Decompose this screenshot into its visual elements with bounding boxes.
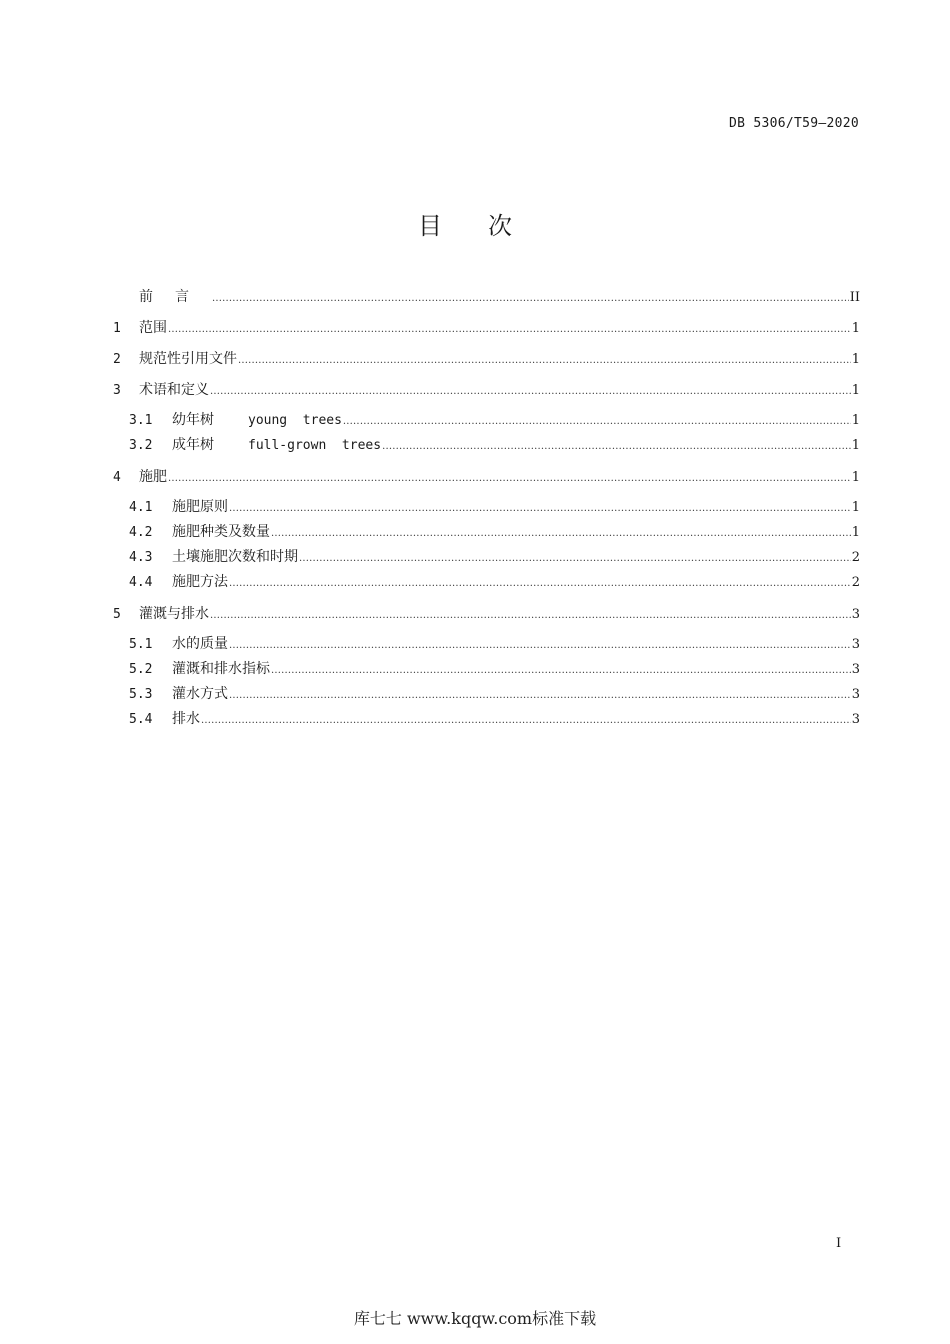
toc-leader-dots (238, 349, 851, 373)
toc-entry-number: 3.2 (129, 438, 153, 453)
toc-leader-dots (210, 604, 851, 628)
toc-entry-english-term: young trees (248, 413, 342, 428)
toc-entry-label: 前言 (139, 289, 211, 305)
toc-leader-dots (229, 571, 851, 596)
toc-entry-number: 5.1 (129, 637, 153, 652)
toc-entry-label: 施肥方法 (172, 574, 228, 590)
toc-entry[interactable] (113, 465, 860, 489)
toc-entry-label: 排水 (172, 711, 200, 727)
toc-entry-page: 1 (851, 321, 860, 336)
toc-entry-number: 4.4 (129, 575, 153, 590)
toc-entry-label: 施肥原则 (172, 499, 228, 515)
toc-entry[interactable] (113, 347, 860, 371)
toc-entry-page: 3 (851, 712, 860, 727)
toc-entry-label: 灌水方式 (172, 686, 228, 702)
toc-leader-dots (229, 496, 851, 521)
toc-entry-label: 成年树 (172, 437, 214, 453)
toc-leader-dots (382, 434, 851, 459)
toc-leader-dots (201, 708, 851, 733)
toc-entry-label: 幼年树 (172, 412, 214, 428)
toc-leader-dots (168, 318, 851, 342)
toc-entry[interactable] (113, 433, 860, 458)
toc-leader-dots (168, 467, 851, 491)
toc-entry-number: 4.1 (129, 500, 153, 515)
toc-leader-dots (212, 287, 849, 311)
toc-leader-dots (229, 633, 851, 658)
toc-entry[interactable] (113, 657, 860, 682)
toc-entry-label: 水的质量 (172, 636, 228, 652)
toc-entry[interactable] (113, 570, 860, 595)
toc-entry-page: 2 (851, 550, 860, 565)
toc-entry-label: 施肥种类及数量 (172, 524, 270, 540)
table-of-contents (113, 285, 860, 732)
toc-entry-english-term: full-grown trees (248, 438, 382, 453)
toc-entry-number: 5.2 (129, 662, 153, 677)
toc-entry-page: 1 (851, 525, 860, 540)
toc-entry-page: 1 (851, 500, 860, 515)
toc-entry-page: 1 (851, 438, 860, 453)
toc-entry[interactable] (113, 316, 860, 340)
toc-leader-dots (271, 521, 851, 546)
toc-entry-label: 土壤施肥次数和时期 (172, 549, 298, 565)
toc-entry-page: 1 (851, 383, 860, 398)
toc-entry-page: 3 (851, 687, 860, 702)
toc-leader-dots (210, 380, 851, 404)
page-number: I (836, 1236, 842, 1251)
toc-entry-number: 3.1 (129, 413, 153, 428)
toc-entry-label: 术语和定义 (139, 382, 209, 398)
toc-entry-number: 4.2 (129, 525, 153, 540)
toc-entry[interactable] (113, 602, 860, 626)
toc-entry-label: 规范性引用文件 (139, 351, 237, 367)
toc-entry-page: II (849, 290, 860, 305)
toc-entry-page: 1 (851, 470, 860, 485)
toc-entry-number: 5 (113, 607, 121, 622)
toc-entry[interactable] (113, 632, 860, 657)
toc-entry-label: 范围 (139, 320, 167, 336)
toc-entry-number: 5.3 (129, 687, 153, 702)
toc-entry[interactable] (113, 378, 860, 402)
toc-entry-number: 4.3 (129, 550, 153, 565)
toc-entry[interactable] (113, 545, 860, 570)
toc-entry-page: 2 (851, 575, 860, 590)
toc-entry-label: 灌溉与排水 (139, 606, 209, 622)
toc-leader-dots (299, 546, 851, 571)
page-title: 目次 (418, 212, 558, 240)
toc-entry[interactable] (113, 408, 860, 433)
toc-entry-number: 1 (113, 321, 121, 336)
toc-entry[interactable] (113, 682, 860, 707)
toc-entry-page: 3 (851, 662, 860, 677)
document-code: DB 5306/T59—2020 (728, 116, 859, 131)
toc-entry[interactable] (113, 495, 860, 520)
toc-leader-dots (271, 658, 851, 683)
toc-entry-page: 3 (851, 607, 860, 622)
toc-entry[interactable] (113, 285, 860, 309)
toc-leader-dots (343, 409, 851, 434)
toc-entry-page: 3 (851, 637, 860, 652)
toc-entry-number: 4 (113, 470, 121, 485)
toc-entry-page: 1 (851, 352, 860, 367)
toc-entry[interactable] (113, 707, 860, 732)
toc-entry-number: 3 (113, 383, 121, 398)
toc-entry-number: 2 (113, 352, 121, 367)
toc-entry[interactable] (113, 520, 860, 545)
toc-leader-dots (229, 683, 851, 708)
toc-entry-label: 灌溉和排水指标 (172, 661, 270, 677)
toc-entry-number: 5.4 (129, 712, 153, 727)
toc-entry-label: 施肥 (139, 469, 167, 485)
watermark-text: 库七七 www.kqqw.com标准下载 (353, 1309, 597, 1328)
toc-entry-page: 1 (851, 413, 860, 428)
